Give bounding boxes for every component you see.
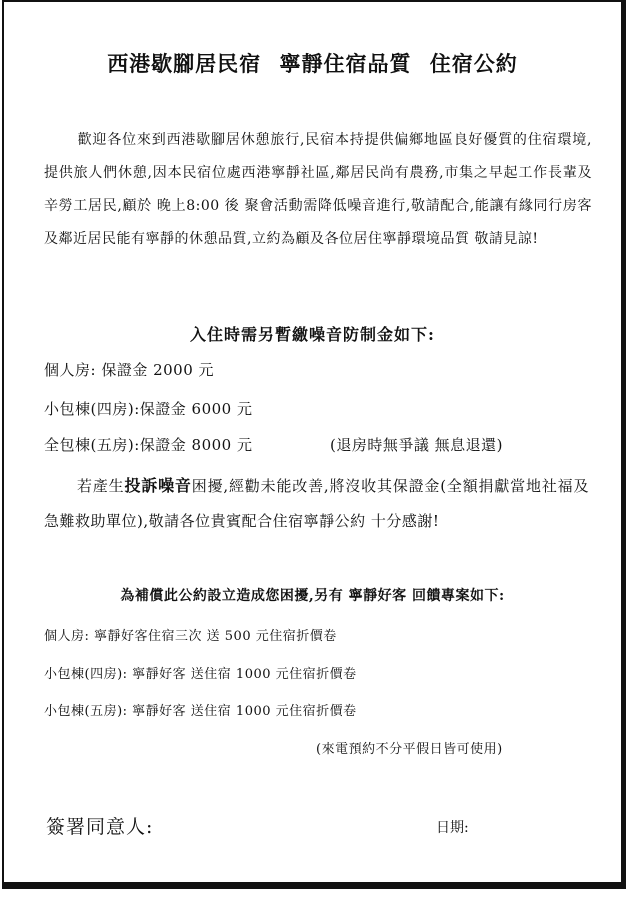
complaint-rest: 困擾,經勸未能改善,將沒收其保證金(全額捐獻當地社福及急難救助單位),敬請各位貴賓配合住宿寧靜公約 十分感謝! (44, 477, 589, 530)
deposit-heading: 入住時需另暫繳噪音防制金如下: (190, 325, 435, 344)
deposit-item-four-rooms: 小包棟(四房):保證金 6000 元 (44, 400, 253, 418)
date-label: 日期: (436, 820, 469, 836)
reward-item-single: 個人房: 寧靜好客住宿三次 送 500 元住宿折價卷 (44, 629, 337, 644)
deposit-item-five-rooms: 全包棟(五房):保證金 8000 元 (44, 436, 253, 454)
reward-item-four-rooms: 小包棟(四房): 寧靜好客 送住宿 1000 元住宿折價卷 (44, 667, 357, 682)
refund-note: (退房時無爭議 無息退還) (330, 436, 503, 454)
complaint-prefix: 若產生 (77, 477, 125, 495)
complaint-paragraph (44, 468, 589, 539)
deposit-item-single: 個人房: 保證金 2000 元 (44, 361, 215, 379)
document-page (2, 0, 626, 889)
reward-heading: 為補償此公約設立造成您困擾,另有 寧靜好客 回饋專案如下: (120, 588, 505, 604)
reward-note: (來電預約不分平假日皆可使用) (316, 742, 503, 757)
signature-label: 簽署同意人: (46, 816, 154, 838)
complaint-bold-text: 投訴噪音 (124, 476, 192, 495)
document-title: 西港歇腳居民宿 寧靜住宿品質 住宿公約 (107, 51, 518, 76)
intro-paragraph: 歡迎各位來到西港歇腳居休憩旅行,民宿本持提供偏鄉地區良好優質的住宿環境,提供旅人們休憩,因本民宿位處西港寧靜社區,鄰居民尚有農務,市集之早起工作長輩及辛勞工居民,顧於 晚上8:00 後 聚會活動需降低噪音進行,敬請配合,能讓有緣同行房客及鄰近居民能有寧靜的休憩品質,立約為顧及各位居住寧靜環境品質 敬請見諒! (44, 132, 592, 247)
reward-item-five-rooms: 小包棟(五房): 寧靜好客 送住宿 1000 元住宿折價卷 (44, 704, 357, 719)
